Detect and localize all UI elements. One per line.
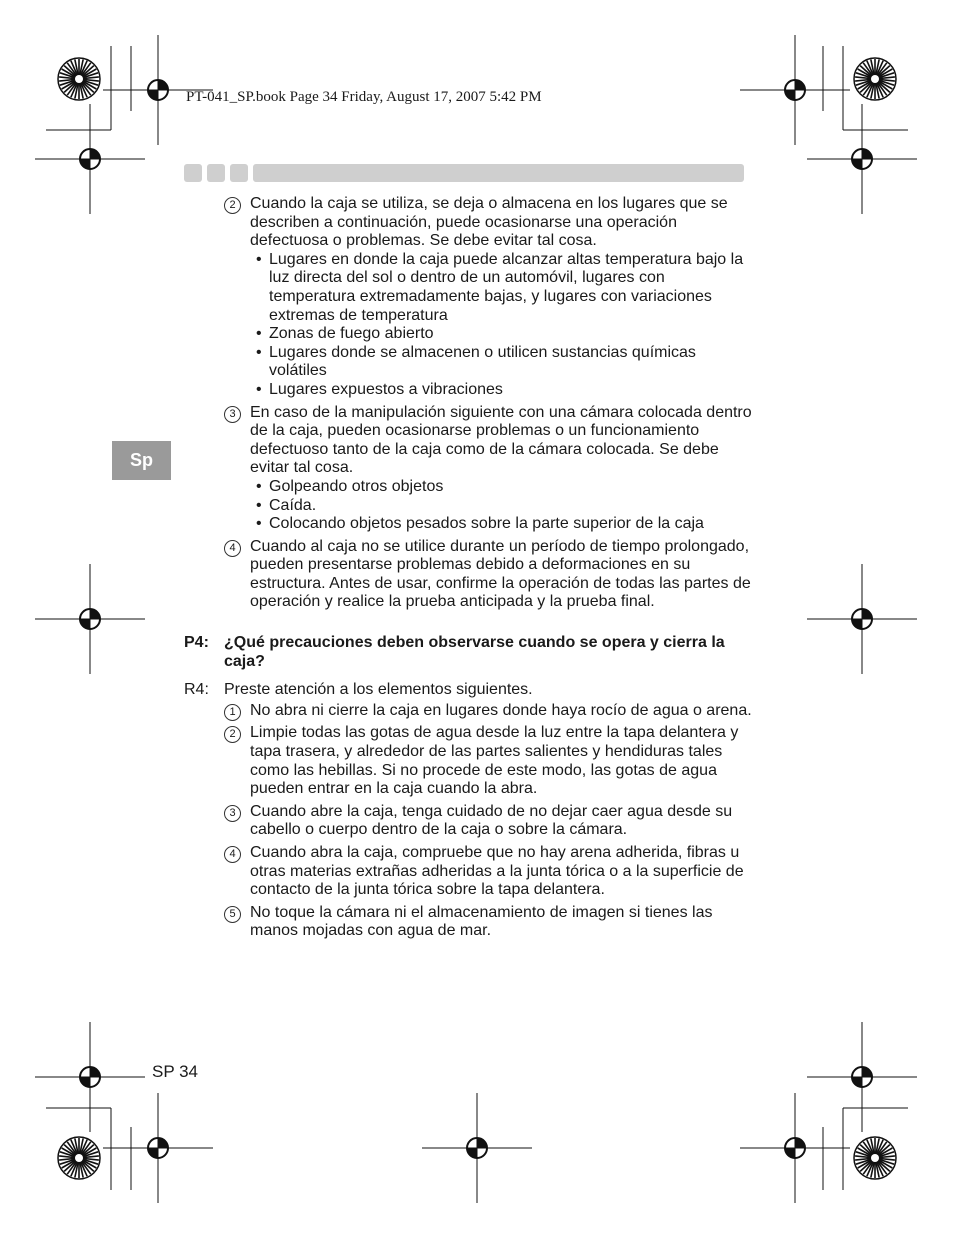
- bullet-item: • Lugares expuestos a vibraciones: [250, 381, 754, 400]
- crosshair-icon: [35, 104, 145, 214]
- bullet-list: [250, 251, 754, 400]
- answer: [184, 681, 754, 700]
- crosshair-icon: [422, 1093, 532, 1203]
- language-tab-label: Sp: [129, 450, 153, 470]
- page-number: SP 34: [152, 1062, 199, 1081]
- language-tab: [112, 441, 171, 480]
- main-content: [184, 195, 754, 945]
- list-item: [184, 904, 754, 941]
- header-bar-square: [230, 164, 248, 182]
- circled-number: 4: [224, 846, 241, 863]
- list-item: [184, 803, 754, 840]
- list-item: [184, 538, 754, 612]
- bullet-item: • Colocando objetos pesados sobre la parte superior de la caja: [250, 515, 754, 534]
- question-label: P4:: [184, 634, 209, 652]
- star-target-icon: [854, 58, 896, 100]
- star-target-icon: [854, 1137, 896, 1179]
- list-item: [184, 702, 754, 721]
- star-target-icon: [58, 1137, 100, 1179]
- circled-number: 2: [224, 197, 241, 214]
- circled-number: 5: [224, 906, 241, 923]
- item-text: Cuando abre la caja, tenga cuidado de no dejar caer agua desde su cabello o cuerpo dentro de la caja o sobre la cámara.: [250, 802, 733, 839]
- bullet-item: • Golpeando otros objetos: [250, 478, 754, 497]
- item-text: Cuando al caja no se utilice durante un período de tiempo prolongado, pueden presentarse problemas debido a deformaciones en su estructura. Antes de usar, confirme la operación de todas las partes de operación y realice la prueba anticipada y la prueba final.: [250, 537, 751, 611]
- crosshair-icon: [807, 104, 917, 214]
- header-bar-square: [207, 164, 225, 182]
- crosshair-icon: [740, 35, 850, 145]
- list-item: [184, 724, 754, 798]
- item-text: En caso de la manipulación siguiente con una cámara colocada dentro de la caja, pueden ocasionarse problemas o un funcionamiento defectuoso tanto de la caja como de la cámara colocada. Se debe evitar tal cosa.: [250, 403, 752, 477]
- item-text: Cuando la caja se utiliza, se deja o almacena en los lugares que se describen a continuación, puede ocasionarse una operación defectuosa o problemas. Se debe evitar tal cosa.: [250, 195, 728, 250]
- list-item: [184, 844, 754, 900]
- star-target-icon: [58, 58, 100, 100]
- crosshair-icon: [807, 564, 917, 674]
- item-text: No toque la cámara ni el almacenamiento de imagen si tienes las manos mojadas con agua de mar.: [250, 903, 713, 940]
- circled-number: 4: [224, 540, 241, 557]
- file-info-header: PT-041_SP.book Page 34 Friday, August 17, 2007 5:42 PM: [186, 89, 542, 105]
- circled-number: 3: [224, 805, 241, 822]
- question: [184, 634, 754, 671]
- list-item: [184, 195, 754, 400]
- crosshair-icon: [740, 1093, 850, 1203]
- circled-number: 2: [224, 726, 241, 743]
- bullet-item: • Lugares donde se almacenen o utilicen sustancias químicas volátiles: [250, 344, 754, 381]
- question-text: ¿Qué precauciones deben observarse cuando se opera y cierra la caja?: [224, 634, 725, 670]
- bullet-item: • Caída.: [250, 497, 754, 516]
- crosshair-icon: [807, 1022, 917, 1132]
- crosshair-icon: [103, 1093, 213, 1203]
- header-bar-square: [184, 164, 202, 182]
- crosshair-icon: [35, 1022, 145, 1132]
- header-bar: [253, 164, 744, 182]
- item-text: No abra ni cierre la caja en lugares donde haya rocío de agua o arena.: [250, 701, 752, 719]
- bullet-item: • Lugares en donde la caja puede alcanzar altas temperatura bajo la luz directa del sol o dentro de un automóvil, lugares con temperatura extremadamente bajas, y lugares con variaciones extremas de temperatura: [250, 251, 754, 325]
- answer-intro: Preste atención a los elementos siguientes.: [224, 681, 533, 699]
- circled-number: 3: [224, 406, 241, 423]
- list-item: [184, 404, 754, 534]
- item-text: Cuando abra la caja, compruebe que no hay arena adherida, fibras u otras materias extrañas adheridas a la junta tórica o a la superficie de contacto de la junta tórica sobre la tapa delantera.: [250, 844, 744, 899]
- bullet-item: • Zonas de fuego abierto: [250, 325, 754, 344]
- crosshair-icon: [35, 564, 145, 674]
- item-text: Limpie todas las gotas de agua desde la luz entre la tapa delantera y tapa trasera, y alrededor de las partes salientes y hendiduras tales como las hebillas. Si no procede de este modo, las gotas de agua pueden entrar en la caja cuando la abra.: [250, 724, 739, 798]
- answer-label: R4:: [184, 681, 209, 699]
- bullet-list: [250, 478, 754, 534]
- circled-number: 1: [224, 704, 241, 721]
